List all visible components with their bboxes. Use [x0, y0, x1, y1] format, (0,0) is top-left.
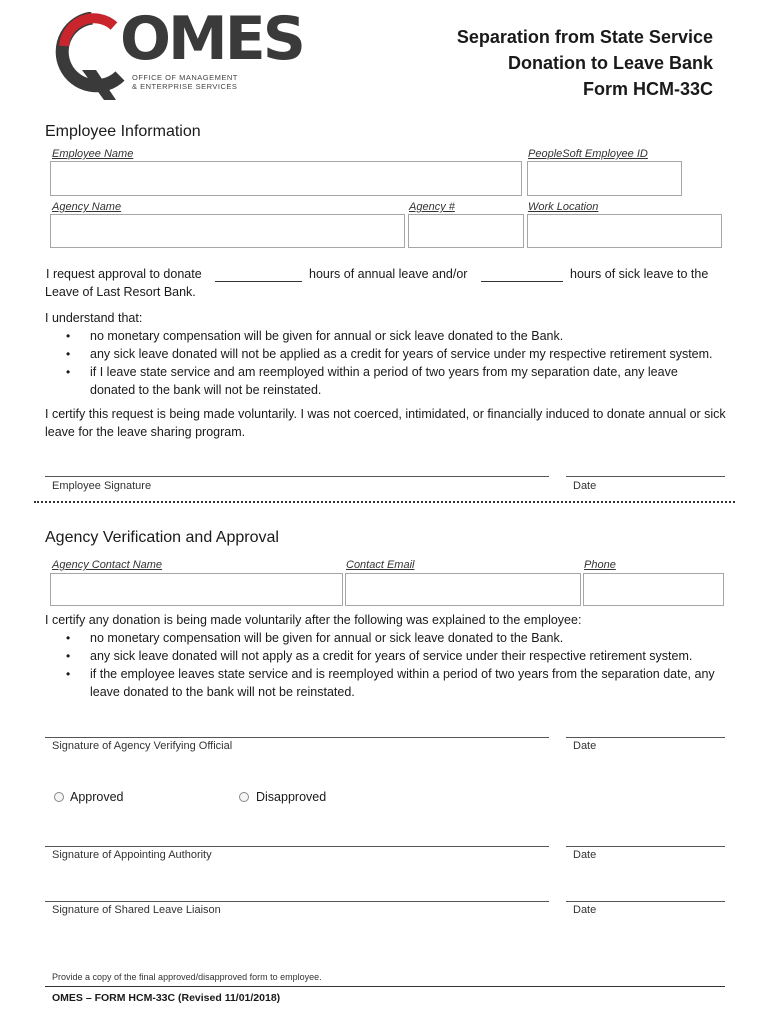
phone-label: Phone [584, 559, 616, 571]
form-title [457, 24, 713, 102]
form-footer: OMES – FORM HCM-33C (Revised 11/01/2018) [52, 992, 281, 1004]
employee-name-label: Employee Name [52, 148, 134, 160]
contact-email-label: Contact Email [346, 559, 415, 571]
verifying-signature-line[interactable] [45, 737, 549, 738]
liaison-date-line[interactable] [566, 901, 725, 902]
employee-id-label: PeopleSoft Employee ID [528, 148, 648, 160]
agency-number-label: Agency # [409, 201, 455, 213]
appointing-date-label: Date [573, 849, 597, 861]
work-location-field[interactable] [527, 214, 722, 248]
employee-date-line[interactable] [566, 476, 725, 477]
appointing-date-line[interactable] [566, 846, 725, 847]
list-item: • if the employee leaves state service and is reemployed within a period of two years from the separation date, any leave donated to the bank will not be reinstated. [45, 665, 735, 701]
verifying-date-line[interactable] [566, 737, 725, 738]
title-line2: Donation to Leave Bank [507, 53, 713, 73]
employee-signature-line[interactable] [45, 476, 549, 477]
list-item: • any sick leave donated will not apply as a credit for years of service under their respective retirement system. [45, 647, 735, 665]
list-item: • no monetary compensation will be given for annual or sick leave donated to the Bank. [45, 629, 735, 647]
employee-bullet-list [45, 327, 735, 399]
disapproved-label: Disapproved [256, 790, 327, 804]
contact-email-field[interactable] [345, 573, 581, 606]
liaison-signature-label: Signature of Shared Leave Liaison [52, 904, 221, 916]
title-line3: Form HCM-33C [582, 79, 713, 99]
verifying-date-label: Date [573, 740, 597, 752]
list-item: • any sick leave donated will not be applied as a credit for years of service under my respective retirement system. [45, 345, 735, 363]
contact-name-label: Agency Contact Name [52, 559, 163, 571]
verifying-signature-label: Signature of Agency Verifying Official [52, 740, 233, 752]
annual-hours-field[interactable] [215, 270, 302, 282]
employee-certify-text: I certify this request is being made voluntarily. I was not coerced, intimidated, or financially induced to donate annual or sick leave for the leave sharing program. [45, 407, 726, 439]
agency-certify-text: I certify any donation is being made voluntarily after the following was explained to the employee: [45, 613, 582, 627]
work-location-label: Work Location [528, 201, 599, 213]
section-divider [34, 501, 735, 503]
disapproved-radio[interactable] [239, 792, 249, 802]
list-item: • if I leave state service and am reemployed within a period of two years from my separation date, any leave donated to the bank will not be reinstated. [45, 363, 735, 399]
title-line1: Separation from State Service [456, 27, 713, 47]
employee-section-heading: Employee Information [45, 123, 201, 140]
liaison-signature-line[interactable] [45, 901, 549, 902]
list-item: • no monetary compensation will be given for annual or sick leave donated to the Bank. [45, 327, 735, 345]
appointing-signature-line[interactable] [45, 846, 549, 847]
approved-label: Approved [70, 790, 124, 804]
logo-subtitle-line1: OFFICE OF MANAGEMENT [132, 73, 238, 82]
request-text-b: hours of annual leave and/or [309, 267, 468, 281]
liaison-date-label: Date [573, 904, 597, 916]
request-text-c: hours of sick leave to the [570, 267, 709, 281]
agency-name-field[interactable] [50, 214, 405, 248]
appointing-signature-label: Signature of Appointing Authority [52, 849, 212, 861]
omes-logo [52, 4, 303, 104]
employee-name-field[interactable] [50, 161, 522, 196]
agency-bullet-list [45, 629, 735, 701]
logo-wordmark: OMES [120, 4, 303, 74]
approved-radio[interactable] [54, 792, 64, 802]
agency-number-field[interactable] [408, 214, 524, 248]
request-text-d: Leave of Last Resort Bank. [45, 285, 196, 299]
sick-hours-field[interactable] [481, 270, 563, 282]
phone-field[interactable] [583, 573, 724, 606]
request-text-a: I request approval to donate [46, 267, 202, 281]
employee-date-label: Date [573, 480, 597, 492]
understand-text: I understand that: [45, 311, 143, 325]
agency-section-heading: Agency Verification and Approval [45, 529, 279, 546]
footer-divider [45, 986, 725, 987]
contact-name-field[interactable] [50, 573, 343, 606]
employee-signature-label: Employee Signature [52, 480, 152, 492]
logo-subtitle-line2: & ENTERPRISE SERVICES [132, 82, 238, 91]
employee-id-field[interactable] [527, 161, 682, 196]
footnote: Provide a copy of the final approved/disapproved form to employee. [52, 972, 322, 982]
agency-name-label: Agency Name [52, 201, 122, 213]
